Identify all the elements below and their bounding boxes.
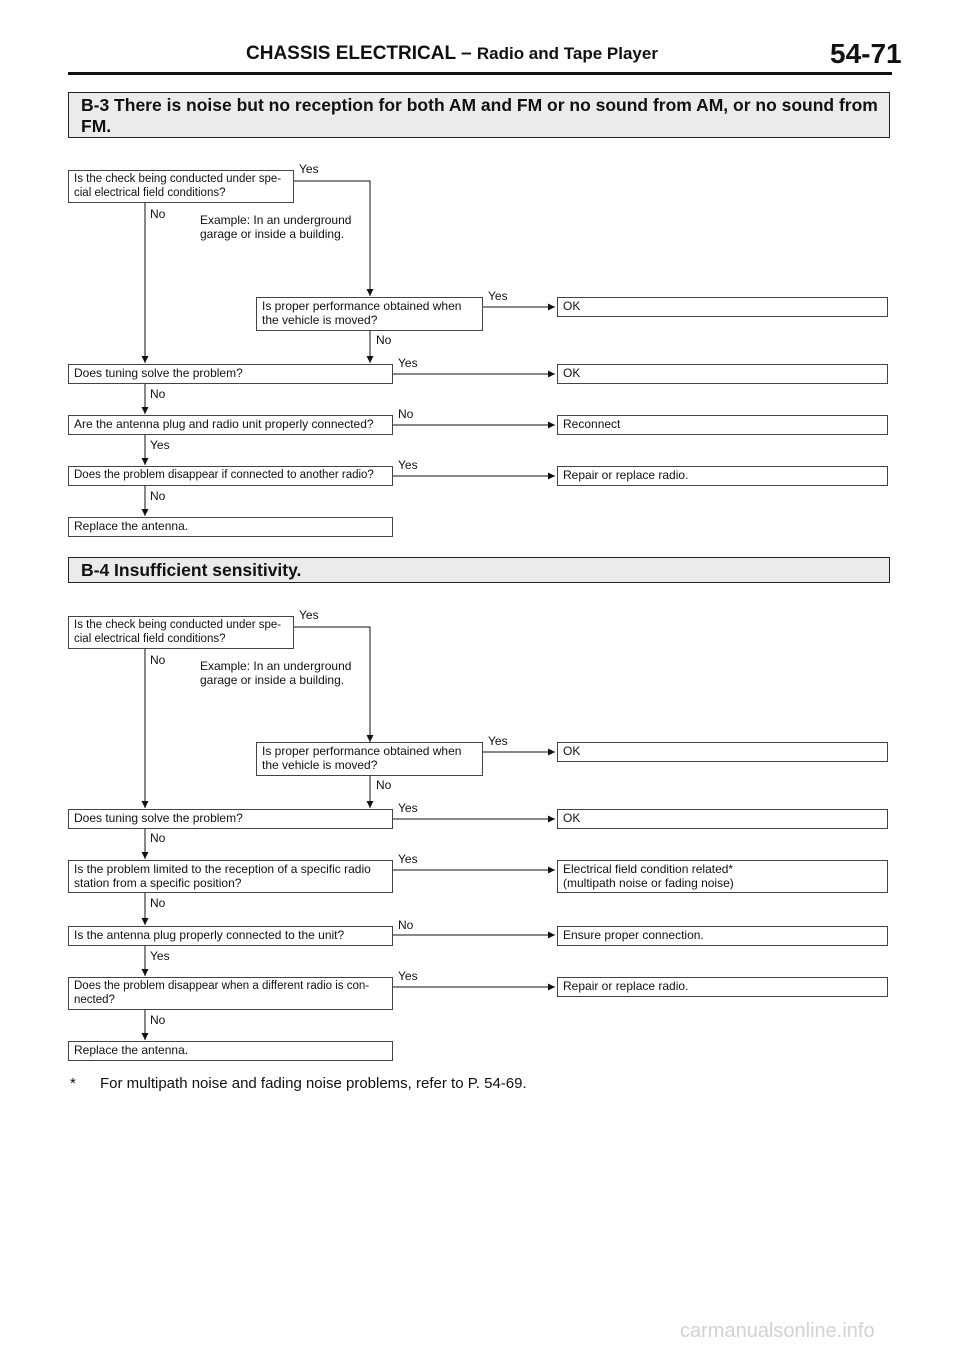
- b4-result-ok: OK: [557, 809, 888, 829]
- b3-question-tuning: Does tuning solve the problem?: [68, 364, 393, 384]
- b4-question-different-radio: Does the problem disappear when a different radio is con- nected?: [68, 977, 393, 1010]
- b3-label-yes: Yes: [150, 438, 170, 452]
- b3-label-no: No: [398, 407, 414, 421]
- b4-result-repair-radio: Repair or replace radio.: [557, 977, 888, 997]
- watermark: carmanualsonline.info: [680, 1320, 875, 1342]
- b3-label-no: No: [150, 387, 166, 401]
- b4-question-field-conditions: Is the check being conducted under spe- cial electrical field conditions?: [68, 616, 294, 649]
- b3-question-vehicle-moved: Is proper performance obtained when the vehicle is moved?: [256, 297, 483, 331]
- footnote: [70, 1075, 527, 1092]
- b4-label-yes: Yes: [398, 801, 418, 815]
- b3-result-ok: OK: [557, 364, 888, 384]
- b3-question-another-radio: Does the problem disappear if connected to another radio?: [68, 466, 393, 486]
- b3-question-field-conditions: Is the check being conducted under spe- cial electrical field conditions?: [68, 170, 294, 203]
- b3-result-reconnect: Reconnect: [557, 415, 888, 435]
- footnote-text: For multipath noise and fading noise problems, refer to P. 54-69.: [100, 1075, 527, 1092]
- b3-label-yes: Yes: [488, 289, 508, 303]
- b4-result-replace-antenna: Replace the antenna.: [68, 1041, 393, 1061]
- b3-result-replace-antenna: Replace the antenna.: [68, 517, 393, 537]
- b4-label-no: No: [376, 778, 392, 792]
- b4-label-yes: Yes: [398, 852, 418, 866]
- b3-result-ok: OK: [557, 297, 888, 317]
- b4-label-no: No: [398, 918, 414, 932]
- b3-label-no: No: [150, 207, 166, 221]
- section-b4-heading: B-4 Insufficient sensitivity.: [68, 557, 890, 583]
- b3-example-note: Example: In an underground garage or inside a building.: [200, 213, 352, 241]
- b3-label-yes: Yes: [299, 162, 319, 176]
- b4-question-tuning: Does tuning solve the problem?: [68, 809, 393, 829]
- page-number: 54-71: [830, 38, 902, 69]
- b4-label-yes: Yes: [398, 969, 418, 983]
- b4-label-no: No: [150, 1013, 166, 1027]
- b4-label-no: No: [150, 896, 166, 910]
- b3-label-yes: Yes: [398, 458, 418, 472]
- b4-label-yes: Yes: [150, 949, 170, 963]
- b3-question-antenna-connection: Are the antenna plug and radio unit properly connected?: [68, 415, 393, 435]
- section-b3-heading: B-3 There is noise but no reception for both AM and FM or no sound from AM, or no sound from FM.: [68, 92, 890, 138]
- b4-label-yes: Yes: [488, 734, 508, 748]
- page-title: CHASSIS ELECTRICAL – Radio and Tape Player: [246, 43, 658, 64]
- b4-example-note: Example: In an underground garage or inside a building.: [200, 659, 352, 687]
- b4-result-field-condition: Electrical field condition related* (multipath noise or fading noise): [557, 860, 888, 893]
- b4-result-ok: OK: [557, 742, 888, 762]
- b3-label-no: No: [376, 333, 392, 347]
- b4-label-no: No: [150, 831, 166, 845]
- b4-label-yes: Yes: [299, 608, 319, 622]
- b3-label-no: No: [150, 489, 166, 503]
- b3-result-repair-radio: Repair or replace radio.: [557, 466, 888, 486]
- b3-label-yes: Yes: [398, 356, 418, 370]
- b4-label-no: No: [150, 653, 166, 667]
- b4-result-ensure-connection: Ensure proper connection.: [557, 926, 888, 946]
- b4-question-antenna-plug: Is the antenna plug properly connected to the unit?: [68, 926, 393, 946]
- b4-question-specific-station: Is the problem limited to the reception of a specific radio station from a specific position?: [68, 860, 393, 893]
- b4-question-vehicle-moved: Is proper performance obtained when the vehicle is moved?: [256, 742, 483, 776]
- footnote-marker: *: [70, 1075, 76, 1092]
